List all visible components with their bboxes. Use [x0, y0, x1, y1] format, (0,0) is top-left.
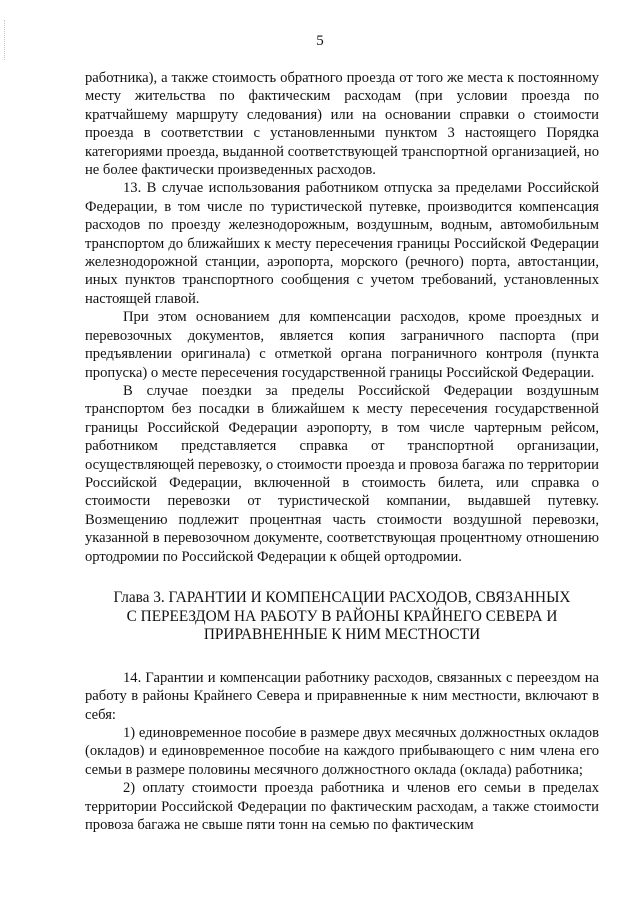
page-number: 5 — [316, 33, 324, 49]
chapter-heading-line: ПРИРАВНЕННЫЕ К НИМ МЕСТНОСТИ — [203, 626, 481, 644]
chapter-heading-line: С ПЕРЕЕЗДОМ НА РАБОТУ В РАЙОНЫ КРАЙНЕГО СЕВЕРА И — [126, 607, 558, 625]
paragraph-item-13: 13. В случае использования работником отпуска за пределами Российской Федерации, в том числе по туристической путевке, производится компенсация расходов по проезду железнодорожным, воздушным, водным, автомобильным транспортом до ближайших к месту пересечения границы Российской Федерации железнодорожной станции, аэропорта, морского (речного) порта, автостанции, иных пунктов транспортного сообщения с учетом требований, установленных настоящей главой. — [85, 180, 599, 307]
page-content — [85, 69, 599, 834]
chapter-heading — [85, 589, 599, 645]
chapter-heading-line: Глава 3. ГАРАНТИИ И КОМПЕНСАЦИИ РАСХОДОВ, СВЯЗАННЫХ — [113, 588, 571, 606]
paragraph-subitem-1: 1) единовременное пособие в размере двух месячных должностных окладов (окладов) и единовременное пособие на каждого прибывающего с ним члена его семьи в размере половины месячного должностного оклада (оклада) работника; — [85, 724, 599, 778]
paragraph-subitem-2: 2) оплату стоимости проезда работника и членов его семьи в пределах территории Российской Федерации по фактическим расходам, а также стоимости провоза багажа не свыше пяти тонн на семью по фактическим — [85, 780, 599, 833]
paragraph-continuation: работника), а также стоимость обратного проезда от того же места к постоянному месту жительства по фактическим расходам (при условии проезда по кратчайшему маршруту следования) или на основании справки о стоимости проезда в соответствии с установленными пунктом 3 настоящего Порядка категориями проезда, выданной соответствующей транспортной организацией, но не более фактически произведенных расходов. — [85, 70, 599, 179]
paragraph-air-travel: В случае поездки за пределы Российской Федерации воздушным транспортом без посадки в ближайшем к месту пересечения государственной границы Российской Федерации аэропорту, в том числе чартерным рейсом, работником представляется справка от транспортной организации, осуществляющей перевозку, о стоимости проезда и провоза багажа по территории Российской Федерации, включенной в стоимость билета, или справка о стоимости перевозки от туристической компании, выдавшей путевку. Возмещению подлежит процентная часть стоимости воздушной перевозки, указанной в перевозочном документе, соответствующая процентному отношению ортодромии по Российской Федерации к общей ортодромии. — [85, 382, 599, 565]
paragraph-basis: При этом основанием для компенсации расходов, кроме проездных и перевозочных документов, является копия заграничного паспорта (при предъявлении оригинала) с отметкой органа пограничного контроля (пункта пропуска) о месте пересечения государственной границы Российской Федерации. — [85, 309, 599, 381]
paragraph-item-14: 14. Гарантии и компенсации работнику расходов, связанных с переездом на работу в районы Крайнего Севера и приравненные к ним местности, включают в себя: — [85, 669, 599, 723]
